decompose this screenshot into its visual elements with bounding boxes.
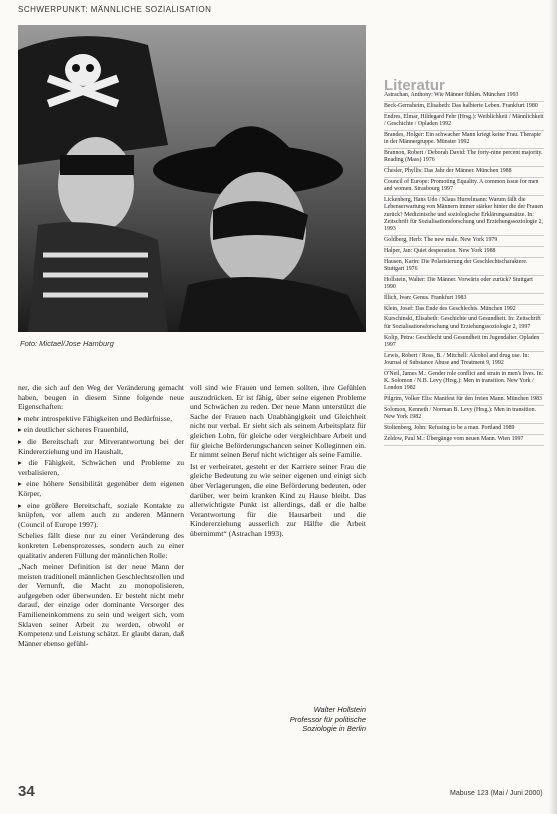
literature-entry: Stoltenberg, John: Refusing to be a man. Portland 1989 — [384, 424, 544, 435]
literature-entry: Lickenberg, Hans Udo / Klaus Hurrelmann: Warum fällt die Lebenserwartung von Männern immer stärker hinter die der Frauen zurück? Medizinische und soziologische Erklärungsansätze. In: Zeitschrift für Sozialisationsforschung und Erziehungssoziologie 2, 1993 — [384, 196, 544, 236]
photo-caption: Foto: Mictael/Jose Hamburg — [20, 339, 114, 348]
paragraph: Schelies fällt diese nur zu einer Veränderung des konkreten Lebensprozesses, sondern auch zu einer qualitativ anderen Füllung der männlichen Rolle: — [18, 531, 184, 560]
literature-entry: Chesler, Phyllis: Das Jahr der Männer. München 1988 — [384, 167, 544, 178]
literature-entry: Illich, Ivan: Genus. Frankfurt 1983 — [384, 294, 544, 305]
bullet-item: ▸ ein deutlicher sicheres Frauenbild, — [18, 425, 129, 435]
literature-list — [384, 91, 544, 445]
bullet-item: ▸ eine höhere Sensibilität gegenüber dem eigenen Körper, — [18, 479, 184, 498]
literature-entry: Brandes, Holger: Ein schwacher Mann kriegt keine Frau. Therapie in der Männergruppe. Münster 1992 — [384, 131, 544, 149]
photo-masked-figures — [18, 25, 366, 332]
literature-entry: Council of Europe: Promoting Equality. A common issue for men and women. Strasbourg 1997 — [384, 178, 544, 196]
page-edge-shadow — [549, 0, 557, 814]
paragraph: voll sind wie Frauen und lernen sollten, ihre Gefühlen auszudrücken. Er ist fähig, über seine eigenen Probleme und Schwächen zu reden. Der neue Mann unterstützt die Sache der Frauen nach Unabhängigkeit und Gleichheit nicht nur verbal. Er sieht sich als seinem Arbeitsplatz für gleichen Lohn, für gleiche oder vergleichbare Arbeit und für gleiche Beförderungschancen seiner Kolleginnen ein. Er nimmt seinen Beruf nicht wichtiger als seine Familie. — [190, 383, 366, 460]
literature-entry: Kurschinski, Elisabeth: Geschichte und Gesundheit. In: Zeitschrift für Sozialisationsforschung und Erziehungssoziologie 2, 1997 — [384, 315, 544, 333]
literature-entry: Kolip, Petra: Geschlecht und Gesundheit im Jugendalter. Opladen 1997 — [384, 334, 544, 352]
author-signature — [262, 705, 366, 734]
literature-entry: Goldberg, Herb: The new male. New York 1979 — [384, 236, 544, 247]
bullet-item: ▸ die Bereitschaft zur Mitverantwortung bei der Kindererziehung und im Haushalt, — [18, 436, 184, 456]
photo-illustration — [18, 25, 366, 332]
bullet-item: ▸ die Fähigkeit, Schwächen und Probleme zu verbalisieren, — [18, 458, 184, 477]
author-title: Professor für politische — [289, 714, 366, 724]
article-column-2 — [190, 383, 366, 541]
literature-entry: O'Neil, James M.: Gender role conflict and strain in men's lives. In: K. Solomon / N.B. Levy (Hrsg.): Men in transition. New York / London 1982 — [384, 370, 544, 395]
literature-entry: Klein, Josef: Das Ende des Geschlechts. München 1992 — [384, 305, 544, 316]
footer-issue: Mabuse 123 (Mai / Juni 2000) — [450, 790, 543, 797]
literature-entry: Lewis, Robert / Ross, B. / Mitchell: Alcohol and drug use. In: Journal of Substance Abuse and Treatment 9, 1992 — [384, 352, 544, 370]
literature-entry: Brannon, Robert / Deborah David: The forty-nine percent majority. Reading (Mass) 1976 — [384, 149, 544, 167]
paragraph: Ist er verheiratet, gesteht er der Karriere seiner Frau die gleiche Bedeutung zu wie seiner eigenen und einigt sich über Verlagerungen, die eine Beförderung bedeuten, oder darüber, wer beim kranken Kind zu Hause bleibt. Das allerwichtigste Punkt ist allerdings, daß er die halbe Verantwortung für die Hausarbeit und die Kindererziehung ausserlich zur Hälfte die Arbeit übernimmt“ (Astrachan 1993). — [190, 461, 366, 538]
literature-sidebar — [384, 77, 544, 446]
literature-entry: Solomon, Kenneth / Norman B. Levy (Hrsg.): Men in transition. New York 1982 — [384, 406, 544, 424]
article-column-1 — [18, 383, 184, 650]
literature-entry: Endres, Elmar, Hildegard Fehr (Hrsg.): Weiblichkeit / Männlichkeit / Geschichte / Opladen 1992 — [384, 113, 544, 131]
literature-entry: Zeldow, Paul M.: Übergänge vom neuen Mann. Wien 1997 — [384, 435, 544, 446]
literature-entry: Astrachan, Anthony: Wie Männer fühlen. München 1993 — [384, 91, 544, 102]
literature-entry: Pilgrim, Volker Elis: Manifest für den freien Mann. München 1983 — [384, 395, 544, 406]
author-affiliation: Soziologie in Berlin — [302, 724, 366, 733]
literature-title: Literatur — [384, 77, 445, 94]
paragraph: ner, die sich auf den Weg der Veränderung gemacht haben, beugen in diesem Sinne folgende neue Eigenschaften: — [18, 383, 184, 412]
author-name: Walter Hollstein — [313, 705, 366, 714]
literature-entry: Beck-Gernsheim, Elisabeth: Das halbierte Leben. Frankfurt 1980 — [384, 102, 544, 113]
literature-entry: Halper, Jan: Quiet desperation. New York 1988 — [384, 247, 544, 258]
page-number: 34 — [18, 783, 35, 800]
bullet-item: ▸ eine größere Bereitschaft, soziale Kontakte zu knüpfen, vor allem auch zu anderen Männern (Council of Europe 1997). — [18, 500, 184, 529]
literature-entry: Hausen, Karin: Die Polarisierung der Geschlechtscharaktere. Stuttgart 1976 — [384, 258, 544, 276]
literature-entry: Hollstein, Walter: Die Männer. Vorwärts oder zurück? Stuttgart 1990 — [384, 276, 544, 294]
bullet-item: ▸ mehr introspektive Fähigkeiten und Bedürfnisse, — [18, 413, 172, 423]
running-header: SCHWERPUNKT: MÄNNLICHE SOZIALISATION — [18, 5, 212, 14]
quote-paragraph: „Nach meiner Definition ist der neue Mann der meisten traditionell männlichen Geschlechtsrollen und der Vernunft, die Macht zu monopolisieren, aufgegeben oder überwunden. Er besteht nicht mehr darauf, der einzige oder dominante Versorger des Familieneinkommens zu sein und weigert sich, vom Sklaven seiner Arbeit zu werden, obwohl er Kompetenz und Leistung schätzt. Er glaubt daran, daß Männer ebenso gefühl- — [18, 562, 184, 648]
